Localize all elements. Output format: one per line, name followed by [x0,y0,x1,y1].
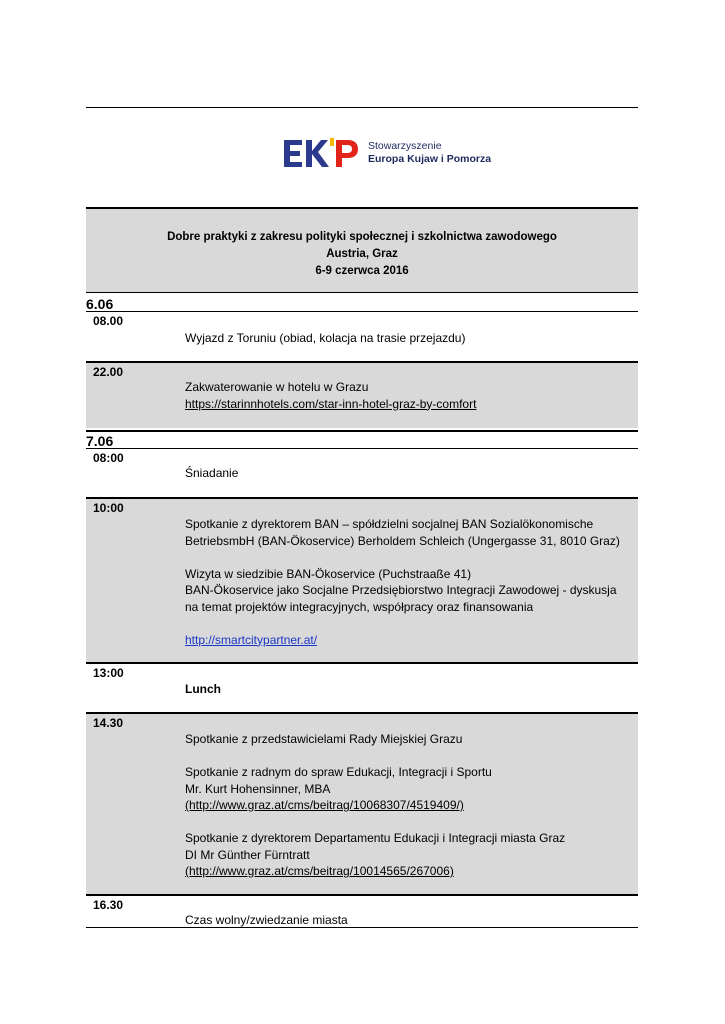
agenda-content [185,516,635,648]
top-rule [86,107,638,108]
agenda-text: Spotkanie z dyrektorem BAN – spółdzielni socjalnej BAN Sozialökonomische [185,517,594,531]
agenda-time: 10:00 [93,501,124,515]
agenda-text: Mr. Kurt Hohensinner, MBA [185,781,331,796]
ekp-logo [282,135,491,171]
agenda-time: 13:00 [93,666,124,680]
logo-line1: Stowarzyszenie [368,140,442,152]
agenda-content [185,731,635,880]
agenda-row [86,894,638,928]
agenda-text: Śniadanie [185,466,239,480]
day-heading [86,430,638,450]
agenda-content [185,465,635,482]
agenda-row [86,311,638,361]
event-dates: 6-9 czerwca 2016 [315,265,409,277]
event-title: Dobre praktyki z zakresu polityki społecznej i szkolnictwa zawodowego [167,231,557,243]
ekp-logo-mark [282,136,360,170]
agenda-time: 16.30 [93,898,124,912]
agenda-row [86,662,638,712]
agenda-text: Czas wolny/zwiedzanie miasta [185,913,348,927]
agenda-text: BAN-Ökoservice jako Socjalne Przedsiębiorstwo Integracji Zawodowej - dyskusja [185,583,617,597]
graz-link[interactable]: (http://www.graz.at/cms/beitrag/10014565/267006) [185,864,454,878]
agenda-content [185,681,635,698]
agenda-text: Spotkanie z dyrektorem Departamentu Edukacji i Integracji miasta Graz [185,831,566,845]
agenda-time: 08.00 [93,314,124,328]
agenda-text: DI Mr Günther Fürntratt [185,847,310,862]
agenda-content [185,330,635,347]
day-label: 7.06 [86,433,114,449]
graz-link[interactable]: (http://www.graz.at/cms/beitrag/10068307/4519409/) [185,798,464,812]
agenda-text: Wizyta w siedzibie BAN-Ökoservice (Puchstraaße 41) [185,566,472,581]
agenda-time: 08:00 [93,451,124,465]
agenda-time: 14.30 [93,716,124,730]
logo-line2: Europa Kujaw i Pomorza [368,153,492,165]
agenda-row [86,712,638,894]
agenda-text: Lunch [185,682,221,696]
agenda-text: na temat projektów integracyjnych, współpracy oraz finansowania [185,599,534,614]
agenda-content [185,912,635,929]
event-location: Austria, Graz [326,248,398,260]
agenda-row [86,361,638,428]
hotel-link[interactable]: https://starinnhotels.com/star-inn-hotel-graz-by-comfort [185,396,477,411]
agenda-row [86,497,638,662]
agenda-text: Spotkanie z przedstawicielami Rady Miejskiej Grazu [185,732,463,746]
day-label: 6.06 [86,296,114,312]
agenda-text: Zakwaterowanie w hotelu w Grazu [185,380,369,394]
agenda-time: 22.00 [93,365,124,379]
agenda-content [185,379,635,412]
agenda-text: Wyjazd z Toruniu (obiad, kolacja na trasie przejazdu) [185,331,466,345]
event-title-box [86,207,638,293]
logo-text [368,140,491,166]
agenda-text: BetriebsmbH (BAN-Ökoservice) Berholdem Schleich (Ungergasse 31, 8010 Graz) [185,533,620,548]
agenda-text: Spotkanie z radnym do spraw Edukacji, Integracji i Sportu [185,765,492,779]
agenda-row [86,448,638,497]
smartcity-link[interactable]: http://smartcitypartner.at/ [185,632,318,647]
